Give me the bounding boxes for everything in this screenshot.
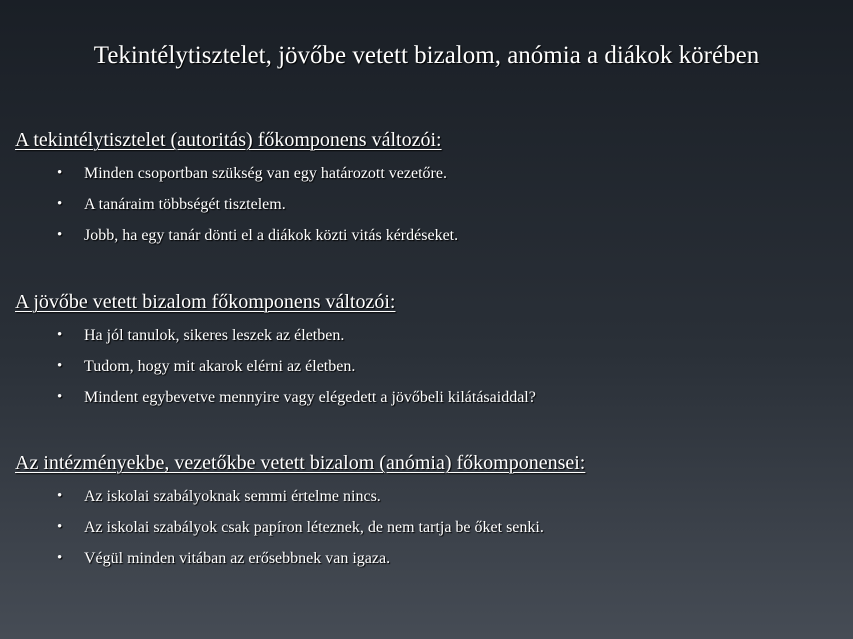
slide-title: Tekintélytisztelet, jövőbe vetett bizalom, anómia a diákok körében xyxy=(93,42,760,69)
list-item xyxy=(15,158,845,189)
section-heading: A tekintélytisztelet (autoritás) főkomponens változói: xyxy=(15,129,442,151)
bullet-icon: • xyxy=(57,227,63,243)
bullet-icon: • xyxy=(57,196,63,212)
list-item xyxy=(15,481,845,512)
list-item-text: Végül minden vitában az erősebbnek van igaza. xyxy=(84,550,391,567)
list-item xyxy=(15,351,845,382)
bullet-icon: • xyxy=(57,389,63,405)
list-item xyxy=(15,512,845,543)
bullet-list xyxy=(15,158,845,251)
section-authority xyxy=(15,128,845,251)
list-item xyxy=(15,189,845,220)
bullet-icon: • xyxy=(57,550,63,566)
bullet-icon: • xyxy=(57,327,63,343)
bullet-icon: • xyxy=(57,519,63,535)
list-item-text: Az iskolai szabályoknak semmi értelme nincs. xyxy=(84,488,381,505)
list-item-text: A tanáraim többségét tisztelem. xyxy=(84,196,286,213)
bullet-icon: • xyxy=(57,165,63,181)
bullet-list xyxy=(15,481,845,574)
section-anomie xyxy=(15,451,845,574)
bullet-icon: • xyxy=(57,488,63,504)
bullet-list xyxy=(15,320,845,413)
section-future-trust xyxy=(15,290,845,413)
list-item-text: Jobb, ha egy tanár dönti el a diákok közti vitás kérdéseket. xyxy=(84,227,459,244)
list-item-text: Mindent egybevetve mennyire vagy elégedett a jövőbeli kilátásaiddal? xyxy=(84,389,536,406)
list-item xyxy=(15,320,845,351)
bullet-icon: • xyxy=(57,358,63,374)
list-item-text: Tudom, hogy mit akarok elérni az életben. xyxy=(84,358,356,375)
list-item xyxy=(15,220,845,251)
list-item-text: Ha jól tanulok, sikeres leszek az életben. xyxy=(84,327,345,344)
list-item xyxy=(15,543,845,574)
list-item-text: Minden csoportban szükség van egy határozott vezetőre. xyxy=(84,165,447,182)
section-heading: Az intézményekbe, vezetőkbe vetett bizalom (anómia) főkomponensei: xyxy=(15,452,586,474)
list-item-text: Az iskolai szabályok csak papíron léteznek, de nem tartja be őket senki. xyxy=(84,519,544,536)
section-heading: A jövőbe vetett bizalom főkomponens változói: xyxy=(15,291,396,313)
list-item xyxy=(15,382,845,413)
